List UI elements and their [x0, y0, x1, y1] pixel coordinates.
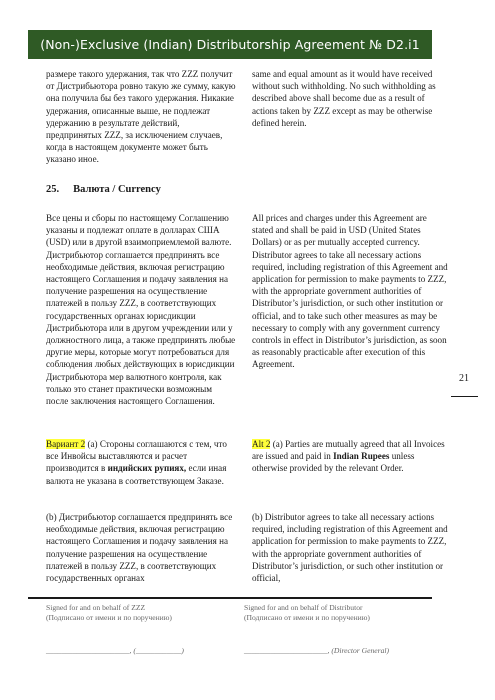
- top-text-ru: размере такого удержания, так что ZZZ получит от Дистрибьютора ровно такую же сумму, какую она получила бы без такого удержания. Никакие удержания, описанные выше, не подлежат удержанию в результате действий, предпринятых ZZZ, за исключением случаев, когда в настоящем документе может быть указано иное.: [46, 69, 236, 165]
- alt2-tag-en: Alt 2: [252, 439, 271, 449]
- section-number: 25.: [46, 184, 60, 195]
- document-title: (Non-)Exclusive (Indian) Distributorship Agreement № D2.i1: [40, 37, 420, 52]
- section-title: Валюта / Currency: [73, 184, 161, 195]
- clause-b-text-en: (b) Distributor agrees to take all necessary actions required, including registration of this Agreement and application for permission to make payments to ZZZ, with the appropriate government authorities of Distributor’s jurisdiction, or such other institution or official,: [252, 512, 448, 584]
- alt2-paragraph-ru: [46, 438, 236, 487]
- alt2-paragraph-en: [252, 438, 448, 475]
- alt2-text-ru: Вариант 2 (a) Стороны соглашаются с тем, что все Инвойсы выставляются и расчет производится в индийских рупиях, если иная валюта не указана в соответствующем Заказе.: [46, 439, 227, 486]
- document-header: [28, 30, 432, 59]
- signature-right-line: ______________________, (Director General): [244, 646, 390, 656]
- clause-b-paragraph-ru: [46, 511, 236, 584]
- top-paragraph-en: [252, 68, 448, 129]
- signature-left-label-ru: (Подписано от имени и по поручению): [46, 612, 172, 622]
- clause-b-paragraph-en: [252, 511, 448, 584]
- section-heading: [46, 184, 161, 195]
- alt2-text-en: Alt 2 (a) Parties are mutually agreed that all Invoices are issued and paid in Indian Rupees unless otherwise provided by the relevant Order.: [252, 439, 445, 474]
- top-paragraph-ru: [46, 68, 236, 166]
- signature-block-left: [46, 603, 236, 656]
- clause-b-text-ru: (b) Дистрибьютор соглашается предпринять все необходимые действия, включая регистрацию настоящего Соглашения и подачу заявления на получение разрешения на осуществление платежей в пользу ZZZ, в соответствующих государственных органах: [46, 512, 233, 584]
- alt2-tag-ru: Вариант 2: [46, 439, 86, 449]
- page-number: 21: [459, 373, 469, 384]
- signature-right-label-ru: (Подписано от имени и по поручению): [244, 612, 370, 622]
- currency-paragraph-en: [252, 212, 448, 371]
- signature-left-label: Signed for and on behalf of ZZZ: [46, 603, 146, 612]
- signature-right-label: Signed for and on behalf of Distributor: [244, 603, 363, 612]
- page-number-rule: [451, 396, 478, 397]
- footer-divider: [28, 597, 432, 599]
- signature-left-line: ______________________, (____________): [46, 646, 184, 656]
- currency-text-ru: Все цены и сборы по настоящему Соглашению указаны и подлежат оплате в долларах США (USD) или в другой взаимоприемлемой валюте. Дистрибьютор соглашается предпринять все необходимые действия, включая регистрацию настоящего Соглашения и подачу заявления на получение разрешения на осуществление платежей в пользу ZZZ, в соответствующих государственных органах юрисдикции Дистрибьютора или в другом учреждении или у должностного лица, а также предпринять любые другие меры, которые могут потребоваться для соблюдения любых действующих в юрисдикции Дистрибьютора мер валютного контроля, как только это станет практически возможным после заключения настоящего Соглашения.: [46, 213, 236, 407]
- top-text-en: same and equal amount as it would have received without such withholding. No such withholding as described above shall become due as a result of actions taken by ZZZ except as may be otherwise defined herein.: [252, 69, 436, 128]
- signature-block-right: [244, 603, 440, 656]
- currency-text-en: All prices and charges under this Agreement are stated and shall be paid in USD (United States Dollars) or as per mutually accepted currency. Distributor agrees to take all necessary actions required, including registration of this Agreement and application for permission to make payments to ZZZ, with the appropriate government authorities of Distributor’s jurisdiction, or such other institution or official, and to take such other measures as may be necessary to comply with any government currency controls in effect in Distributor’s jurisdiction, as soon as reasonably practicable after execution of this Agreement.: [252, 213, 448, 370]
- currency-paragraph-ru: [46, 212, 236, 407]
